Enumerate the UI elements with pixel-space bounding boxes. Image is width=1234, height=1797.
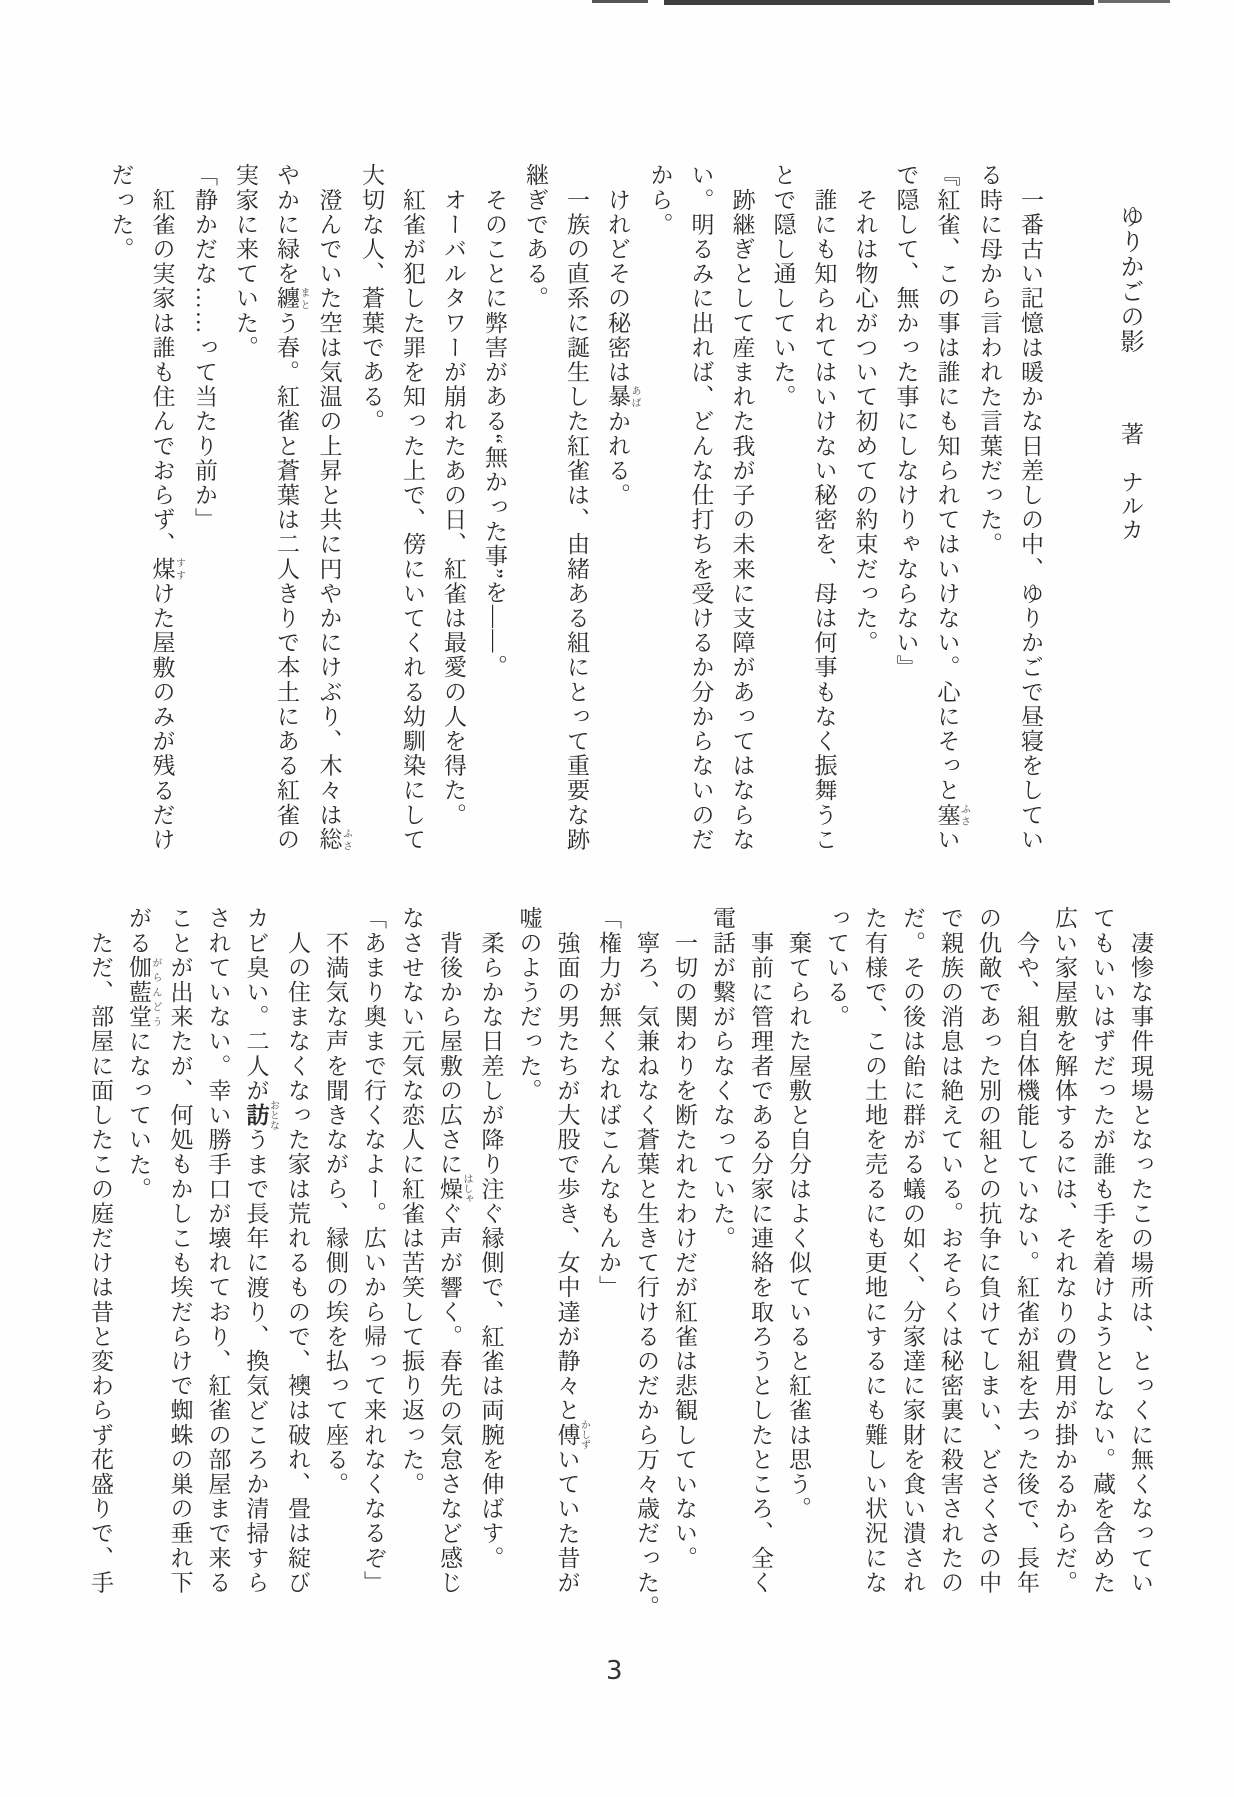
text-column: がる伽藍堂 がらんどうになっていた。	[126, 906, 161, 1202]
text-column: やかに緑を纏 まとう春。紅雀と蒼葉は二人きりで本土にある紅雀の	[274, 163, 309, 852]
text-column: 一切の関わりを断たれたわけだが紅雀は悲観していない。	[672, 906, 697, 1571]
text-column: とで隠し通していた。	[770, 163, 796, 409]
text-column: 「静かだな……って当たり前か」	[192, 163, 217, 532]
text-column: 大切な人、蒼葉である。	[359, 163, 384, 434]
text-column: 実家に来ていた。	[233, 163, 258, 360]
text-column: 事前に管理者である分家に連絡を取ろうとしたところ、全く	[748, 906, 773, 1595]
text-column: 柔らかな日差しが降り注ぐ縁側で、紅雀は両腕を伸ばす。	[478, 906, 504, 1571]
text-column: オーバルタワーが崩れたあの日、紅雀は最愛の人を得た。	[441, 163, 466, 828]
text-column: 紅雀が犯した罪を知った上で、傍にいてくれる幼馴染にして	[400, 163, 425, 852]
text-column: 一族の直系に誕生した紅雀は、由緒ある組にとって重要な跡	[564, 163, 589, 852]
text-column: 澄んでいた空は気温の上昇と共に円やかにけぶり、木々は総 ふさ	[316, 163, 352, 852]
text-column: る時に母から言われた言葉だった。	[977, 163, 1002, 557]
text-column: 誰にも知られてはいけない秘密を、母は何事もなく振舞うこ	[811, 163, 837, 852]
text-block-lower	[81, 906, 1159, 1638]
text-column: されていない。幸い勝手口が壊れており、紅雀の部屋まで来る	[205, 906, 231, 1595]
text-column: で親族の消息は絶えている。おそらくは秘密裏に殺害されたの	[938, 906, 963, 1595]
text-column: カビ臭い。二人が訪 おとなうまで長年に渡り、換気どころか清掃すら	[243, 906, 279, 1595]
page-number: 3	[606, 1656, 623, 1686]
text-column: から。	[647, 163, 673, 237]
page-title: ゆりかごの影	[1116, 204, 1142, 354]
text-column: けれどその秘密は暴 あばかれる。	[605, 163, 640, 508]
text-column: ことが出来たが、何処もかしこも埃だらけで蜘蛛の巣の垂れ下	[167, 906, 193, 1595]
text-column: そのことに弊害がある“無かった事”を――。	[482, 163, 507, 679]
text-column: っている。	[824, 906, 849, 1029]
text-column: 一番古い記憶は暖かな日差しの中、ゆりかごで昼寝をしてい	[1018, 163, 1043, 852]
text-column: てもいいはずだったが誰も手を着けようとしない。蔵を含めた	[1090, 906, 1115, 1595]
text-column: 背後から屋敷の広さに燥 はしゃぐ声が響く。春先の気怠さなど感じ	[437, 906, 472, 1595]
text-column: 強面の男たちが大股で歩き、女中達が静々と傅 かしずいていた昔が	[554, 906, 590, 1595]
text-column: なさせない元気な恋人に紅雀は苦笑して振り返った。	[399, 906, 424, 1497]
text-column: 不満気な声を聞きながら、縁側の埃を払って座る。	[323, 906, 348, 1497]
scan-edge-artifact	[664, 0, 1094, 5]
text-column: 棄てられた屋敷と自分はよく似ていると紅雀は思う。	[786, 906, 811, 1521]
scan-edge-artifact	[592, 0, 648, 3]
text-column: だ。その後は飴に群がる蟻の如く、分家達に家財を食い潰され	[900, 906, 925, 1595]
text-column: 電話が繋がらなくなっていた。	[710, 906, 735, 1251]
text-column: だった。	[108, 163, 134, 262]
text-column: た有様で、この土地を売るにも更地にするにも難しい状況にな	[862, 906, 887, 1595]
text-column: 継ぎである。	[523, 163, 548, 311]
text-column: 紅雀の実家は誰も住んでおらず、煤 すすけた屋敷のみが残るだけ	[149, 163, 185, 852]
text-block-upper	[101, 163, 1052, 871]
text-column: 嘘のようだった。	[516, 906, 542, 1103]
text-column: 凄惨な事件現場となったこの場所は、とっくに無くなってい	[1128, 906, 1153, 1595]
text-column: 人の住まなくなった家は荒れるもので、襖は破れ、畳は綻び	[285, 906, 310, 1595]
author-credit: 著 ナルカ	[1118, 422, 1143, 542]
text-column: ただ、部屋に面したこの庭だけは昔と変わらず花盛りで、手	[88, 906, 113, 1595]
text-column: 「あまり奥まで行くなよー。広いから帰って来れなくなるぞ」	[361, 906, 386, 1595]
scan-edge-artifact	[1098, 0, 1170, 3]
text-column: の仇敵であった別の組との抗争に負けてしまい、どさくさの中	[976, 906, 1001, 1595]
text-column: 『紅雀、この事は誰にも知られてはいけない。心にそっと塞 ふさい	[934, 163, 970, 852]
text-column: 今や、組自体機能していない。紅雀が組を去った後で、長年	[1014, 906, 1039, 1595]
text-column: で隠して、無かった事にしなけりゃならない』	[893, 163, 919, 680]
text-column: 「権力が無くなればこんなもんか」	[596, 906, 621, 1300]
text-column: 寧ろ、気兼ねなく蒼葉と生きて行けるのだから万々歳だった。	[634, 906, 659, 1620]
text-column: 跡継ぎとして産まれた我が子の未来に支障があってはならな	[729, 163, 755, 852]
text-column: 広い家屋敷を解体するには、それなりの費用が掛かるからだ。	[1052, 906, 1077, 1595]
text-column: い。明るみに出れば、どんな仕打ちを受けるか分からないのだ	[688, 163, 714, 852]
text-column: それは物心がついて初めての約束だった。	[852, 163, 878, 655]
